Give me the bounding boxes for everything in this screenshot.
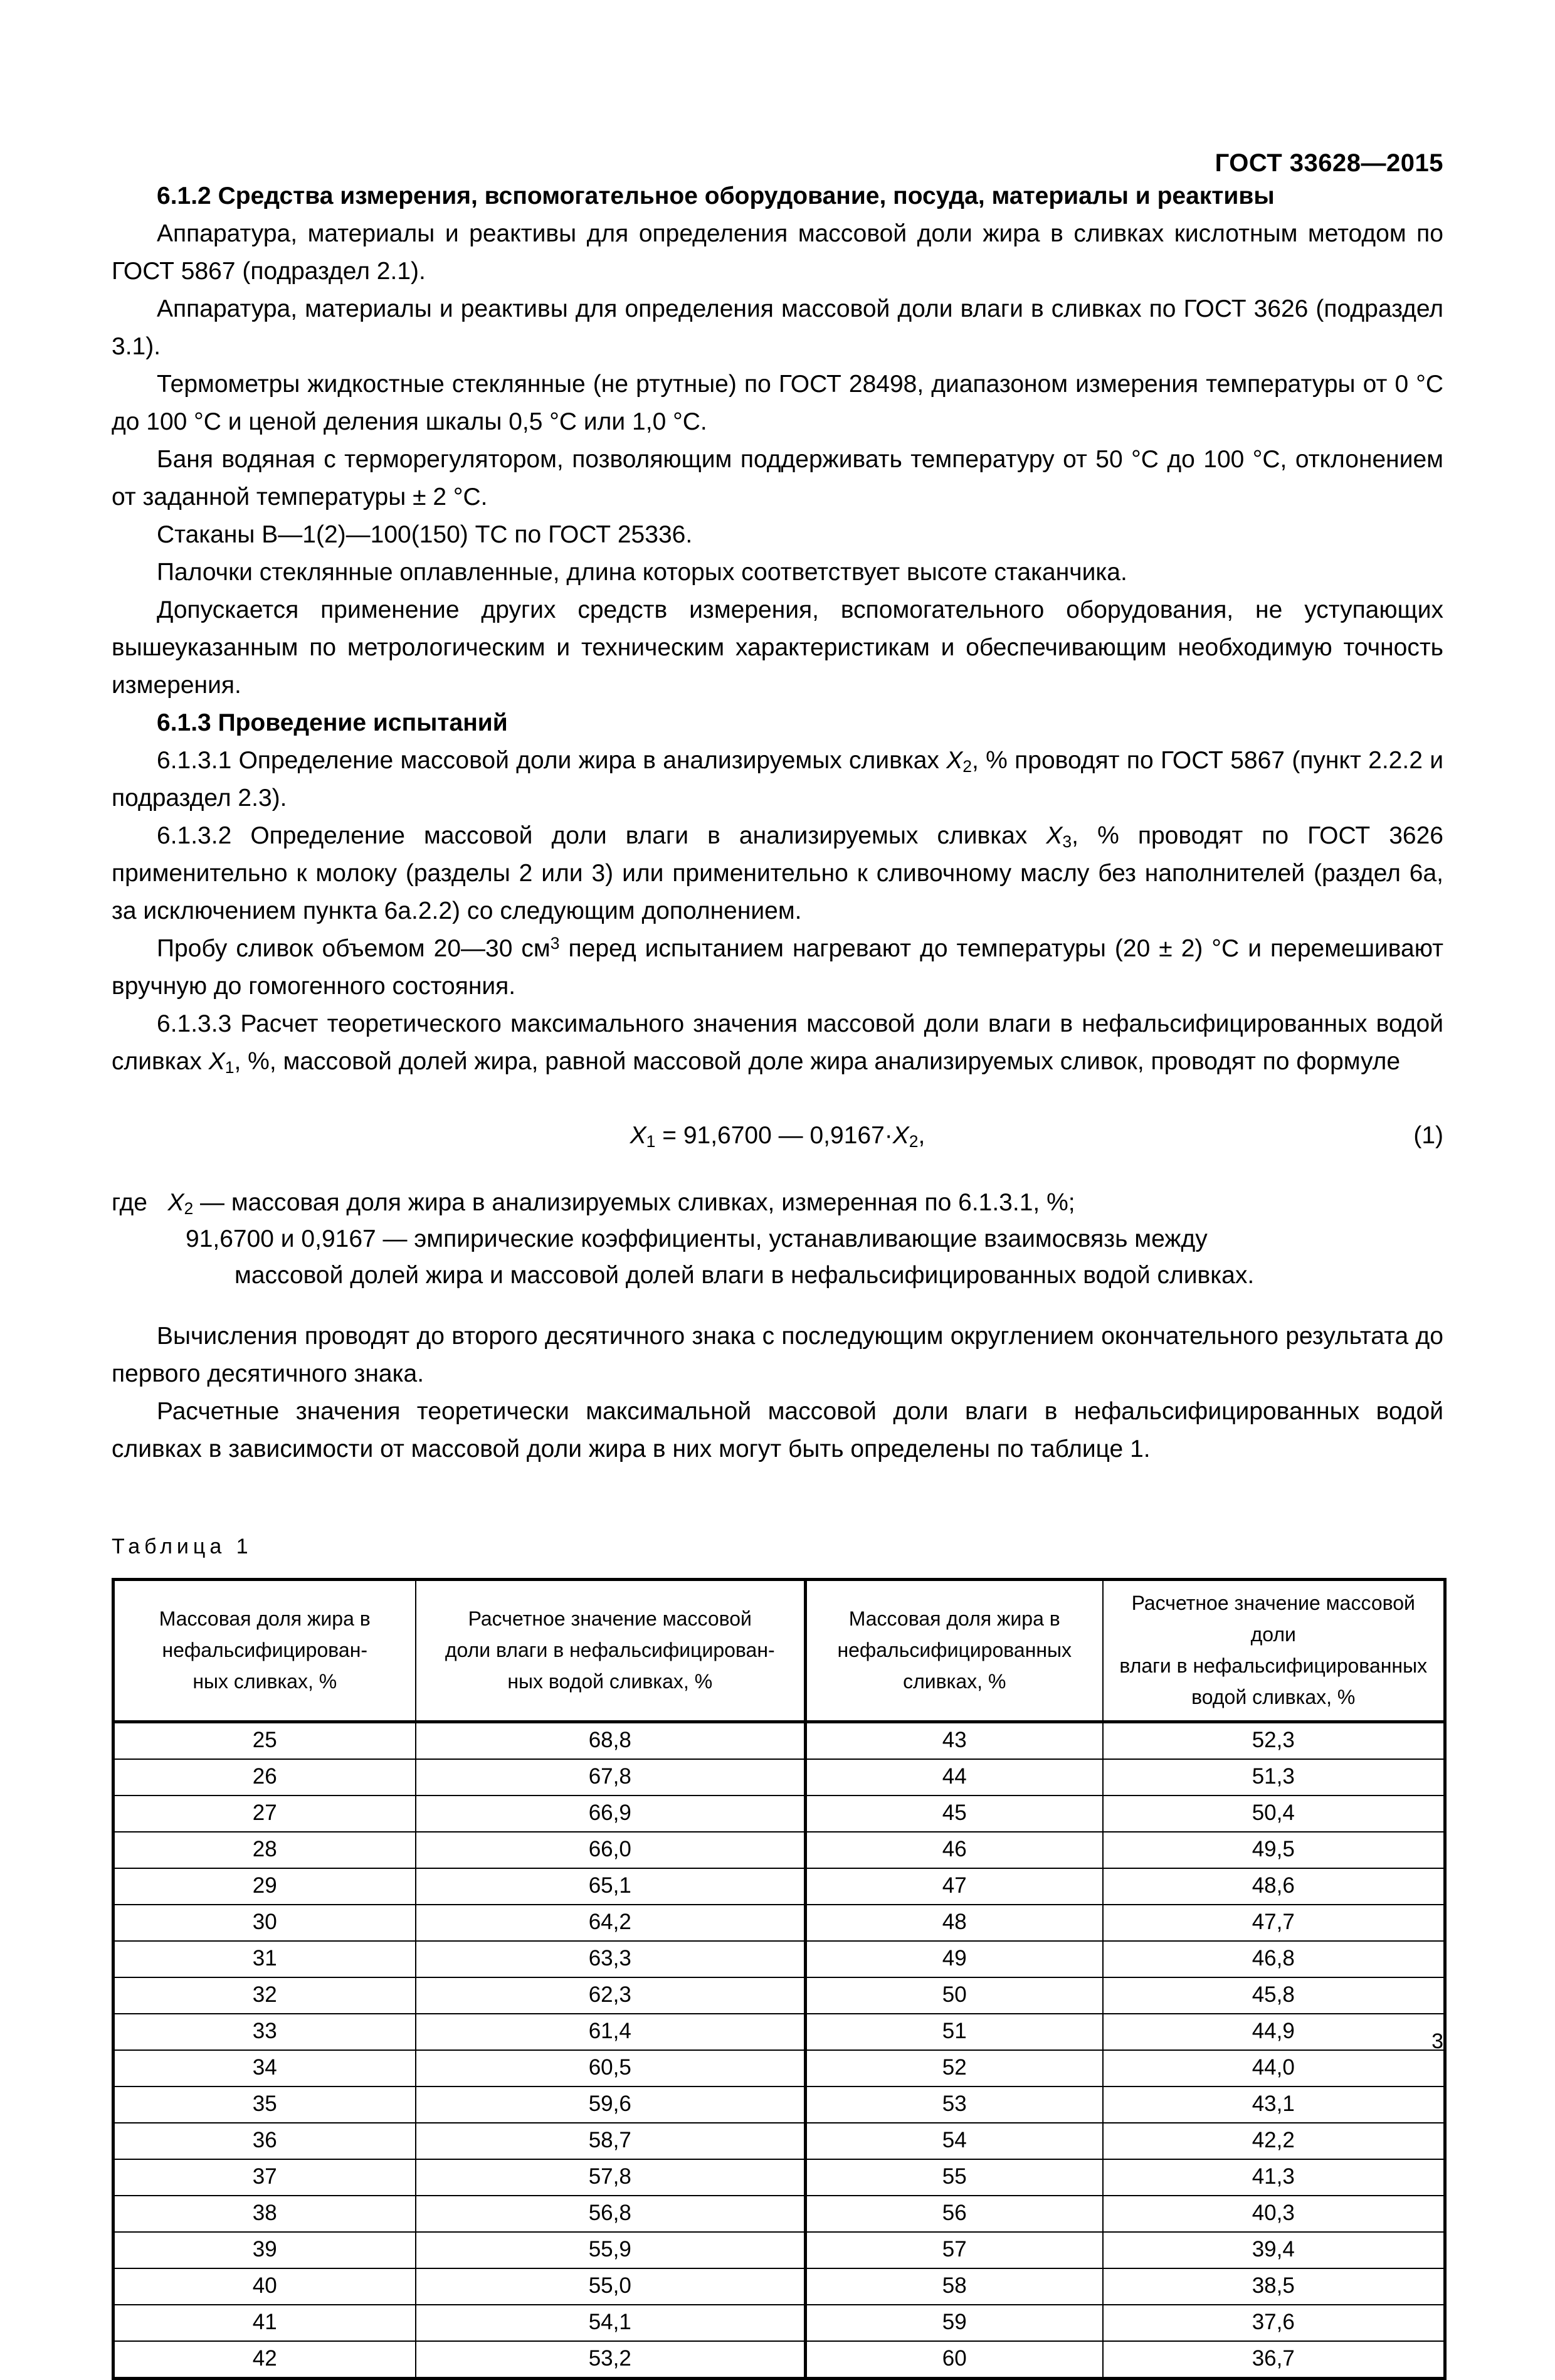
p6133-text-b: , %, массовой долей жира, равной массовой доле жира анализируемых сливок, проводят по формуле: [234, 1048, 1401, 1075]
table-cell: 58: [806, 2268, 1103, 2305]
table-cell: 63,3: [416, 1941, 806, 1977]
formula-rhs-sub: 2: [909, 1131, 919, 1151]
header-line: Массовая доля жира в: [848, 1607, 1060, 1630]
table-cell: 48,6: [1103, 1868, 1445, 1905]
table-cell: 41: [113, 2305, 416, 2341]
table-cell: 59,6: [416, 2086, 806, 2123]
header-line: нефальсифицированных: [837, 1639, 1072, 1661]
table-cell: 65,1: [416, 1868, 806, 1905]
paragraph-rounding: Вычисления проводят до второго десятичного знака с последующим округлением окончательного результата до первого десятичного знака.: [112, 1323, 1443, 1387]
table-cell: 54: [806, 2123, 1103, 2159]
formula-lhs-sub: 1: [646, 1131, 656, 1151]
p6132-text-b: , % проводят по ГОСТ 3626 применительно к молоку (разделы 2 или 3) или применительно к сливочному маслу без наполнителей (раздел 6а, за исключением пункта 6а.2.2) со следующим дополнением.: [112, 822, 1443, 924]
table-cell: 57,8: [416, 2159, 806, 2196]
table-cell: 47,7: [1103, 1905, 1445, 1941]
table-row: [113, 2050, 1445, 2086]
table-cell: 40: [113, 2268, 416, 2305]
table-cell: 44,0: [1103, 2050, 1445, 2086]
table-cell: 36: [113, 2123, 416, 2159]
moisture-fat-table: [112, 1578, 1447, 2380]
table-cell: 57: [806, 2232, 1103, 2268]
table-cell: 49: [806, 1941, 1103, 1977]
page-content: [112, 0, 1443, 2380]
table-header-fat-1: [113, 1580, 416, 1722]
header-line: ных водой сливках, %: [507, 1670, 713, 1693]
table-cell: 58,7: [416, 2123, 806, 2159]
table-cell: 66,9: [416, 1796, 806, 1832]
table-header-moisture-1: [416, 1580, 806, 1722]
table-cell: 64,2: [416, 1905, 806, 1941]
page-number: 3: [1431, 2029, 1443, 2053]
table-cell: 62,3: [416, 1977, 806, 2014]
p8-text-b: перед испытанием нагревают до температуры (20 ± 2) °С и перемешивают вручную до гомогенного состояния.: [112, 935, 1443, 1000]
table-row: [113, 2341, 1445, 2379]
table-row: [113, 2268, 1445, 2305]
table-row: [113, 1977, 1445, 2014]
table-cell: 50,4: [1103, 1796, 1445, 1832]
paragraph-alternative-equipment: Допускается применение других средств измерения, вспомогательного оборудования, не уступающих вышеуказанным по метрологическим и техническим характеристикам и обеспечивающим необходимую точность измерения.: [112, 596, 1443, 699]
table-cell: 53,2: [416, 2341, 806, 2379]
table-cell: 48: [806, 1905, 1103, 1941]
table-cell: 56,8: [416, 2196, 806, 2232]
paragraph-sample-heating: [112, 930, 1443, 1005]
p6133-variable-sub: 1: [224, 1057, 235, 1077]
table-cell: 27: [113, 1796, 416, 1832]
paragraph-beakers: Стаканы В—1(2)—100(150) ТС по ГОСТ 25336.: [157, 521, 693, 548]
table-cell: 66,0: [416, 1832, 806, 1868]
table-caption: Таблица 1: [112, 1535, 253, 1558]
table-cell: 33: [113, 2014, 416, 2050]
formula-where-block: [112, 1185, 1443, 1294]
table-header-fat-2: [806, 1580, 1103, 1722]
table-cell: 51: [806, 2014, 1103, 2050]
table-cell: 60: [806, 2341, 1103, 2379]
standard-header: ГОСТ 33628—2015: [1215, 149, 1443, 177]
p6133-variable: X: [208, 1048, 225, 1075]
table-cell: 43,1: [1103, 2086, 1445, 2123]
table-cell: 39,4: [1103, 2232, 1445, 2268]
table-cell: 47: [806, 1868, 1103, 1905]
table-row: [113, 2159, 1445, 2196]
where-label: где: [112, 1189, 147, 1216]
paragraph-apparatus-fat: Аппаратура, материалы и реактивы для определения массовой доли жира в сливках кислотным методом по ГОСТ 5867 (подраздел 2.1).: [112, 220, 1443, 285]
header-line: Расчетное значение массовой: [468, 1607, 752, 1630]
table-cell: 37,6: [1103, 2305, 1445, 2341]
table-cell: 38,5: [1103, 2268, 1445, 2305]
header-line: Массовая доля жира в: [159, 1607, 371, 1630]
table-header-row: [113, 1580, 1445, 1722]
table-cell: 36,7: [1103, 2341, 1445, 2379]
p6133-text-a: 6.1.3.3 Расчет теоретического максимального значения массовой доли влаги в нефальсифицированных водой сливках: [112, 1010, 1443, 1075]
table-row: [113, 2232, 1445, 2268]
table-row: [113, 2086, 1445, 2123]
table-row: [113, 2196, 1445, 2232]
header-line: влаги в нефальсифицированных: [1119, 1654, 1428, 1677]
formula-1-row: [112, 1117, 1443, 1156]
formula-1-number: (1): [1413, 1122, 1443, 1149]
section-heading-6-1-3: 6.1.3 Проведение испытаний: [157, 709, 508, 736]
p6131-variable-sub: 2: [962, 756, 973, 776]
formula-1-expression: [112, 1117, 1443, 1155]
paragraph-thermometers: Термометры жидкостные стеклянные (не ртутные) по ГОСТ 28498, диапазоном измерения температуры от 0 °С до 100 °С и ценой деления шкалы 0,5 °С или 1,0 °С.: [112, 371, 1443, 435]
where-line-1-text: — массовая доля жира в анализируемых сливках, измеренная по 6.1.3.1, %;: [193, 1189, 1075, 1216]
p6132-text-a: 6.1.3.2 Определение массовой доли влаги в анализируемых сливках: [157, 822, 1046, 849]
formula-rhs-variable: X: [892, 1122, 909, 1149]
table-cell: 56: [806, 2196, 1103, 2232]
where-line-2: 91,6700 и 0,9167 — эмпирические коэффициенты, устанавливающие взаимосвязь между: [186, 1225, 1208, 1252]
table-cell: 53: [806, 2086, 1103, 2123]
paragraph-6-1-3-2: [112, 817, 1443, 930]
header-line: водой сливках, %: [1191, 1686, 1356, 1708]
section-heading-6-1-2: 6.1.2 Средства измерения, вспомогательное оборудование, посуда, материалы и реактивы: [157, 182, 1275, 209]
table-cell: 61,4: [416, 2014, 806, 2050]
where-line-1: [112, 1185, 1443, 1221]
table-cell: 55: [806, 2159, 1103, 2196]
where-variable: X: [167, 1189, 184, 1216]
table-cell: 46: [806, 1832, 1103, 1868]
table-head: [113, 1580, 1445, 1722]
table-cell: 50: [806, 1977, 1103, 2014]
table-cell: 45,8: [1103, 1977, 1445, 2014]
table-cell: 52: [806, 2050, 1103, 2086]
paragraph-6-1-3-3: [112, 1005, 1443, 1081]
table-row: [113, 1722, 1445, 1760]
table-cell: 51,3: [1103, 1759, 1445, 1796]
paragraph-table-reference: Расчетные значения теоретически максимальной массовой доли влаги в нефальсифицированных водой сливках в зависимости от массовой доли жира в них могут быть определены по таблице 1.: [112, 1398, 1443, 1462]
header-line: доли влаги в нефальсифицирован-: [445, 1639, 775, 1661]
table-cell: 67,8: [416, 1759, 806, 1796]
table-cell: 28: [113, 1832, 416, 1868]
header-line: сливках, %: [903, 1670, 1006, 1693]
p6131-variable: X: [946, 747, 963, 774]
table-row: [113, 1796, 1445, 1832]
table-row: [113, 2305, 1445, 2341]
formula-rhs-tail: ,: [918, 1122, 925, 1149]
paragraph-water-bath: Баня водяная с терморегулятором, позволяющим поддерживать температуру от 50 °С до 100 °С, отклонением от заданной температуры ± 2 °С.: [112, 446, 1443, 510]
formula-rhs-text: = 91,6700 — 0,9167·: [655, 1122, 893, 1149]
table-cell: 52,3: [1103, 1722, 1445, 1760]
formula-lhs-variable: X: [630, 1122, 646, 1149]
table-cell: 44: [806, 1759, 1103, 1796]
p8-text-a: Пробу сливок объемом 20—30 см: [157, 935, 551, 962]
table-row: [113, 1941, 1445, 1977]
table-cell: 29: [113, 1868, 416, 1905]
table-cell: 32: [113, 1977, 416, 2014]
paragraph-glass-rods: Палочки стеклянные оплавленные, длина которых соответствует высоте стаканчика.: [157, 559, 1127, 586]
header-line: Расчетное значение массовой доли: [1131, 1592, 1415, 1646]
table-row: [113, 1905, 1445, 1941]
where-gap: [147, 1189, 168, 1216]
table-cell: 41,3: [1103, 2159, 1445, 2196]
table-cell: 49,5: [1103, 1832, 1445, 1868]
p6131-text-a: 6.1.3.1 Определение массовой доли жира в анализируемых сливках: [157, 747, 947, 774]
table-cell: 38: [113, 2196, 416, 2232]
table-cell: 43: [806, 1722, 1103, 1760]
table-cell: 35: [113, 2086, 416, 2123]
p6131-text-b: , % проводят по ГОСТ 5867 (пункт 2.2.2 и подраздел 2.3).: [112, 747, 1443, 812]
table-cell: 59: [806, 2305, 1103, 2341]
table-cell: 45: [806, 1796, 1103, 1832]
table-cell: 26: [113, 1759, 416, 1796]
table-row: [113, 1759, 1445, 1796]
table-cell: 39: [113, 2232, 416, 2268]
paragraph-6-1-3-1: [112, 742, 1443, 817]
table-cell: 42: [113, 2341, 416, 2379]
header-line: нефальсифицирован-: [162, 1639, 368, 1661]
table-cell: 42,2: [1103, 2123, 1445, 2159]
table-cell: 54,1: [416, 2305, 806, 2341]
table-cell: 68,8: [416, 1722, 806, 1760]
table-row: [113, 2123, 1445, 2159]
table-cell: 31: [113, 1941, 416, 1977]
table-row: [113, 1832, 1445, 1868]
paragraph-apparatus-moisture: Аппаратура, материалы и реактивы для определения массовой доли влаги в сливках по ГОСТ 3626 (подраздел 3.1).: [112, 295, 1443, 360]
p6132-variable: X: [1046, 822, 1063, 849]
header-line: ных сливках, %: [192, 1670, 337, 1693]
table-cell: 40,3: [1103, 2196, 1445, 2232]
where-line-3: массовой долей жира и массовой долей влаги в нефальсифицированных водой сливках.: [235, 1262, 1255, 1289]
p6132-variable-sub: 3: [1062, 832, 1072, 851]
table-cell: 44,9: [1103, 2014, 1445, 2050]
table-cell: 60,5: [416, 2050, 806, 2086]
table-cell: 37: [113, 2159, 416, 2196]
table-cell: 25: [113, 1722, 416, 1760]
table-cell: 30: [113, 1905, 416, 1941]
table-row: [113, 1868, 1445, 1905]
where-variable-sub: 2: [184, 1198, 194, 1218]
table-cell: 34: [113, 2050, 416, 2086]
p8-superscript: 3: [550, 934, 560, 953]
table-cell: 55,0: [416, 2268, 806, 2305]
table-cell: 46,8: [1103, 1941, 1445, 1977]
table-header-moisture-2: [1103, 1580, 1445, 1722]
table-cell: 55,9: [416, 2232, 806, 2268]
